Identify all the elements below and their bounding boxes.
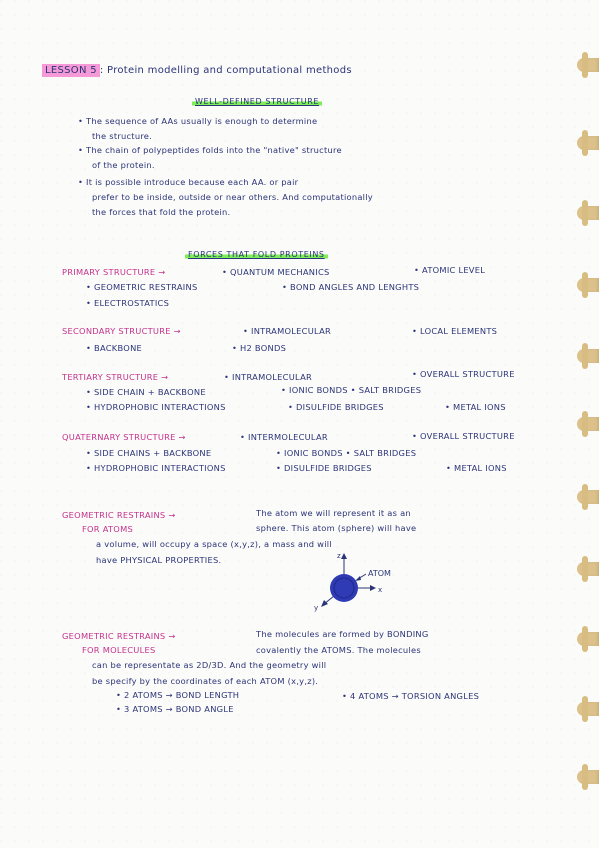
tertiary-structure-label: TERTIARY STRUCTURE →	[62, 372, 169, 382]
list-item: • OVERALL STRUCTURE	[412, 369, 515, 379]
secondary-structure-label: SECONDARY STRUCTURE →	[62, 326, 181, 336]
atom-label: ATOM	[368, 569, 391, 578]
list-item: • INTRAMOLECULAR	[243, 326, 332, 336]
list-item: • ATOMIC LEVEL	[414, 265, 486, 275]
y-axis-label: y	[314, 604, 319, 612]
lesson-number: LESSON 5	[42, 64, 100, 77]
binder-ring-tab	[577, 562, 599, 576]
geometric-restrains-molecules-label-line2: FOR MOLECULES	[82, 645, 156, 655]
list-item: • 3 ATOMS → BOND ANGLE	[116, 704, 234, 714]
list-item: • INTERMOLECULAR	[240, 432, 328, 442]
lesson-title: : Protein modelling and computational methods	[99, 65, 352, 76]
geometric-restrains-molecules-label: GEOMETRIC RESTRAINS →	[62, 631, 176, 641]
text-line: The molecules are formed by BONDING	[256, 629, 429, 639]
atom-diagram	[300, 546, 410, 616]
primary-structure-label: PRIMARY STRUCTURE →	[62, 267, 166, 277]
list-item: • BACKBONE	[86, 343, 143, 353]
list-item: • QUANTUM MECHANICS	[222, 267, 330, 277]
text-line: sphere. This atom (sphere) will have	[256, 523, 417, 533]
text-line: the forces that fold the protein.	[92, 207, 231, 217]
atom-pointer-arrowhead	[355, 576, 361, 581]
list-item: • HYDROPHOBIC INTERACTIONS	[86, 463, 226, 473]
list-item: • H2 BONDS	[232, 343, 287, 353]
x-axis-arrowhead	[370, 585, 376, 591]
binder-ring-tab	[577, 206, 599, 220]
text-line: prefer to be inside, outside or near others. And computationally	[92, 192, 373, 202]
text-line: have PHYSICAL PROPERTIES.	[96, 555, 222, 565]
binder-ring-tab	[577, 278, 599, 292]
z-axis-label: z	[337, 552, 341, 560]
binder-ring-tab	[577, 702, 599, 716]
list-item: • OVERALL STRUCTURE	[412, 431, 515, 441]
list-item: • BOND ANGLES AND LENGHTS	[282, 282, 420, 292]
binder-ring-tab	[577, 417, 599, 431]
text-line: • It is possible introduce because each AA. or pair	[78, 177, 299, 187]
text-line: be specify by the coordinates of each ATOM (x,y,z).	[92, 676, 319, 686]
page-title	[42, 66, 352, 76]
quaternary-structure-label: QUATERNARY STRUCTURE →	[62, 432, 186, 442]
list-item: • LOCAL ELEMENTS	[412, 326, 498, 336]
geometric-restrains-atoms-label: GEOMETRIC RESTRAINS →	[62, 510, 176, 520]
text-line: • The sequence of AAs usually is enough to determine	[78, 116, 318, 126]
geometric-restrains-atoms-label-line2: FOR ATOMS	[82, 524, 134, 534]
binder-ring-tab	[577, 490, 599, 504]
binder-ring-tab	[577, 58, 599, 72]
list-item: • METAL IONS	[445, 402, 506, 412]
list-item: • 2 ATOMS → BOND LENGTH	[116, 690, 240, 700]
text-line: can be representate as 2D/3D. And the geometry will	[92, 660, 327, 670]
list-item: • DISULFIDE BRIDGES	[288, 402, 384, 412]
binder-ring-tab	[577, 349, 599, 363]
list-item: • INTRAMOLECULAR	[224, 372, 313, 382]
binder-ring-tab	[577, 632, 599, 646]
section-heading-forces: FORCES THAT FOLD PROTEINS	[185, 251, 328, 259]
text-line: the structure.	[92, 131, 153, 141]
list-item: • METAL IONS	[446, 463, 507, 473]
x-axis-label: x	[378, 586, 383, 594]
text-line: • The chain of polypeptides folds into the "native" structure	[78, 145, 342, 155]
text-line: The atom we will represent it as an	[256, 508, 411, 518]
list-item: • ELECTROSTATICS	[86, 298, 170, 308]
binder-ring-tab	[577, 136, 599, 150]
list-item: • IONIC BONDS • SALT BRIDGES	[276, 448, 417, 458]
z-axis-arrowhead	[341, 553, 347, 559]
section-heading-well-defined: WELL-DEFINED STRUCTURE	[192, 98, 322, 106]
list-item: • SIDE CHAIN + BACKBONE	[86, 387, 206, 397]
binder-ring-tab	[577, 770, 599, 784]
list-item: • GEOMETRIC RESTRAINS	[86, 282, 198, 292]
list-item: • DISULFIDE BRIDGES	[276, 463, 372, 473]
list-item: • 4 ATOMS → TORSION ANGLES	[342, 691, 480, 701]
text-line: a volume, will occupy a space (x,y,z), a mass and will	[96, 539, 332, 549]
list-item: • HYDROPHOBIC INTERACTIONS	[86, 402, 226, 412]
list-item: • SIDE CHAINS + BACKBONE	[86, 448, 212, 458]
text-line: of the protein.	[92, 160, 155, 170]
text-line: covalently the ATOMS. The molecules	[256, 645, 421, 655]
list-item: • IONIC BONDS • SALT BRIDGES	[281, 385, 422, 395]
